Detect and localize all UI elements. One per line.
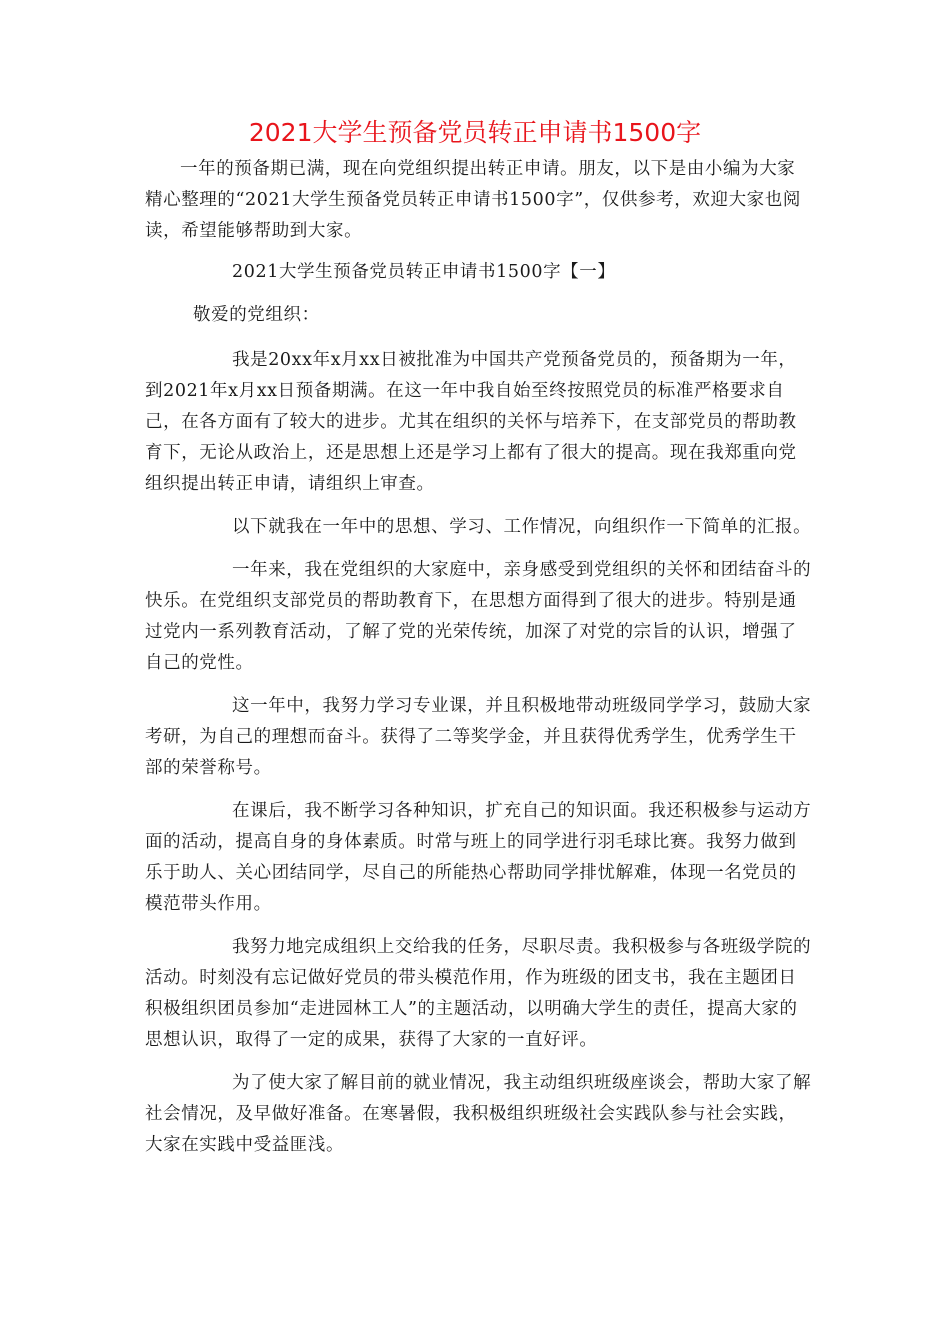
- body-paragraph: 这一年中，我努力学习专业课，并且积极地带动班级同学学习，鼓励大家考研，为自己的理想而奋斗。获得了二等奖学金，并且获得优秀学生，优秀学生干部的荣誉称号。: [145, 696, 812, 778]
- body-paragraph: 一年来，我在党组织的大家庭中，亲身感受到党组织的关怀和团结奋斗的快乐。在党组织支部党员的帮助教育下，在思想方面得到了很大的进步。特别是通过党内一系列教育活动，了解了党的光荣传统，加深了对党的宗旨的认识，增强了自己的党性。: [145, 560, 812, 673]
- document-title: 2021大学生预备党员转正申请书1500字: [248, 118, 702, 147]
- body-paragraph: 为了使大家了解目前的就业情况，我主动组织班级座谈会，帮助大家了解社会情况，及早做好准备。在寒暑假，我积极组织班级社会实践队参与社会实践，大家在实践中受益匪浅。: [145, 1073, 812, 1155]
- salutation: 敬爱的党组织：: [193, 305, 320, 325]
- body-paragraph: 我努力地完成组织上交给我的任务，尽职尽责。我积极参与各班级学院的活动。时刻没有忘记做好党员的带头模范作用，作为班级的团支书，我在主题团日积极组织团员参加“走进园林工人”的主题活动，以明确大学生的责任，提高大家的思想认识，取得了一定的成果，获得了大家的一直好评。: [145, 937, 812, 1050]
- intro-paragraph: 一年的预备期已满，现在向党组织提出转正申请。朋友，以下是由小编为大家精心整理的“2021大学生预备党员转正申请书1500字”，仅供参考，欢迎大家也阅读，希望能够帮助到大家。: [145, 159, 801, 241]
- body-paragraph: 我是20xx年x月xx日被批准为中国共产党预备党员的，预备期为一年，到2021年x月xx日预备期满。在这一年中我自始至终按照党员的标准严格要求自己，在各方面有了较大的进步。尤其在组织的关怀与培养下，在支部党员的帮助教育下，无论从政治上，还是思想上还是学习上都有了很大的提高。现在我郑重向党组织提出转正申请，请组织上审查。: [145, 350, 797, 494]
- body-paragraph: 以下就我在一年中的思想、学习、工作情况，向组织作一下简单的汇报。: [232, 517, 812, 537]
- body-paragraph: 在课后，我不断学习各种知识，扩充自己的知识面。我还积极参与运动方面的活动，提高自身的身体素质。时常与班上的同学进行羽毛球比赛。我努力做到乐于助人、关心团结同学，尽自己的所能热心帮助同学排忧解难，体现一名党员的模范带头作用。: [145, 801, 812, 914]
- section-subtitle: 2021大学生预备党员转正申请书1500字【一】: [232, 262, 616, 282]
- document-body: [145, 154, 813, 1161]
